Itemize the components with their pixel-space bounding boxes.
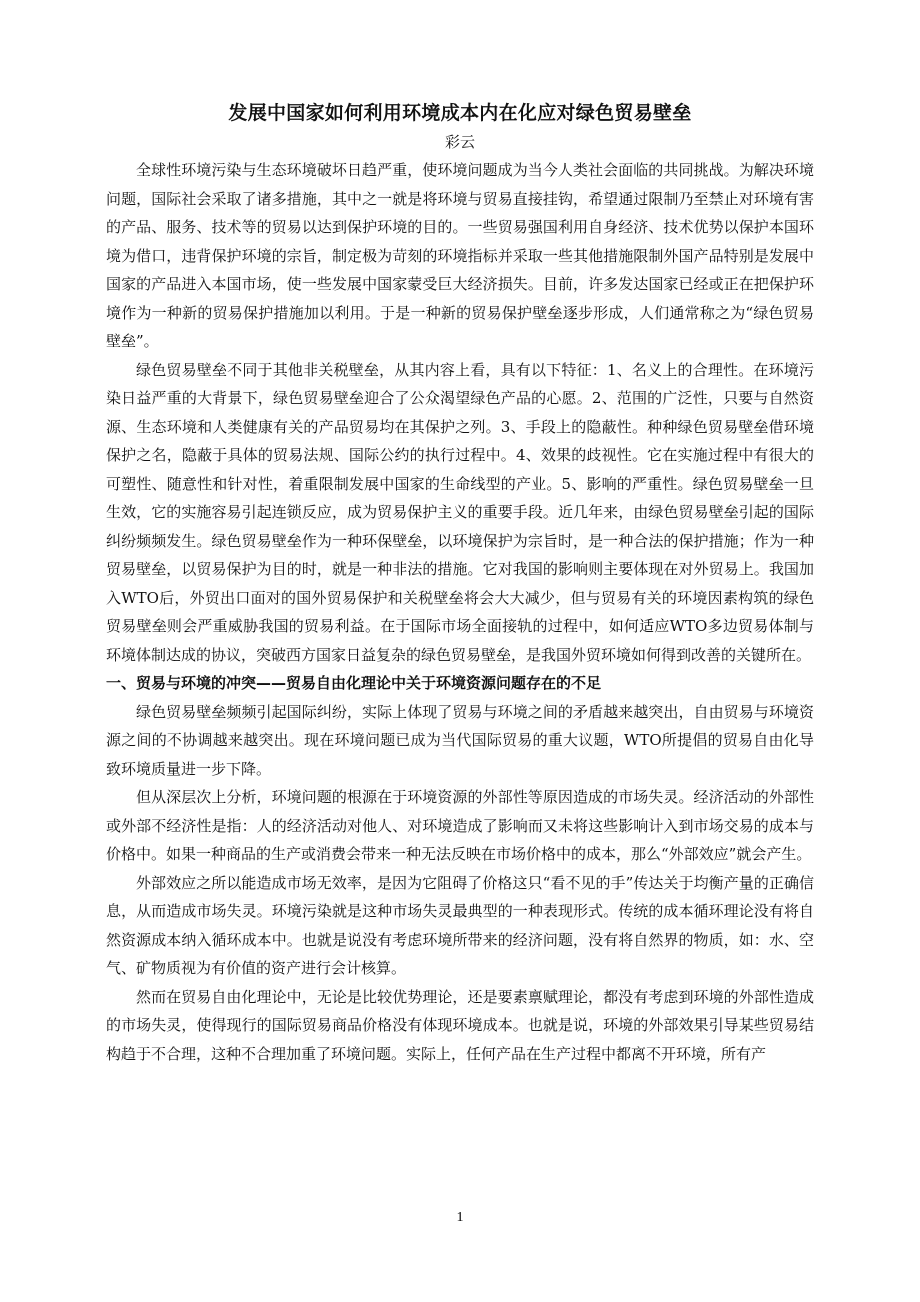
intro-paragraph-1: 全球性环境污染与生态环境破坏日趋严重，使环境问题成为当今人类社会面临的共同挑战。为解决环境问题，国际社会采取了诸多措施，其中之一就是将环境与贸易直接挂钩，希望通过限制乃至禁止对环境有害的产品、服务、技术等的贸易以达到保护环境的目的。一些贸易强国利用自身经济、技术优势以保护本国环境为借口，违背保护环境的宗旨，制定极为苛刻的环境指标并采取一些其他措施限制外国产品特别是发展中国家的产品进入本国市场，使一些发展中国家蒙受巨大经济损失。目前，许多发达国家已经或正在把保护环境作为一种新的贸易保护措施加以利用。于是一种新的贸易保护壁垒逐步形成，人们通常称之为“绿色贸易壁垒”。: [106, 161, 814, 350]
section-heading-1: 一、贸易与环境的冲突——贸易自由化理论中关于环境资源问题存在的不足: [106, 674, 602, 692]
section-1-paragraph-1: 绿色贸易壁垒频频引起国际纠纷，实际上体现了贸易与环境之间的矛盾越来越突出，自由贸易与环境资源之间的不协调越来越突出。现在环境问题已成为当代国际贸易的重大议题，WTO所提倡的贸易自由化导致环境质量进一步下降。: [106, 702, 814, 778]
page-number: 1: [456, 1210, 464, 1225]
section-1-paragraph-4: 然而在贸易自由化理论中，无论是比较优势理论，还是要素禀赋理论，都没有考虑到环境的外部性造成的市场失灵，使得现行的国际贸易商品价格没有体现环境成本。也就是说，环境的外部效果引导某些贸易结构趋于不合理，这种不合理加重了环境问题。实际上，任何产品在生产过程中都离不开环境，所有产: [106, 987, 814, 1063]
section-1-paragraph-3: 外部效应之所以能造成市场无效率，是因为它阻碍了价格这只“看不见的手”传达关于均衡产量的正确信息，从而造成市场失灵。环境污染就是这种市场失灵最典型的一种表现形式。传统的成本循环理论没有将自然资源成本纳入循环成本中。也就是说没有考虑环境所带来的经济问题，没有将自然界的物质，如：水、空气、矿物质视为有价值的资产进行会计核算。: [106, 873, 814, 977]
section-1-paragraph-2: 但从深层次上分析，环境问题的根源在于环境资源的外部性等原因造成的市场失灵。经济活动的外部性或外部不经济性是指：人的经济活动对他人、对环境造成了影响而又未将这些影响计入到市场交易的成本与价格中。如果一种商品的生产或消费会带来一种无法反映在市场价格中的成本，那么“外部效应”就会产生。: [106, 788, 814, 863]
document-title: 发展中国家如何利用环境成本内在化应对绿色贸易壁垒: [228, 102, 692, 124]
author-name: 彩云: [444, 133, 475, 151]
intro-paragraph-2: 绿色贸易壁垒不同于其他非关税壁垒，从其内容上看，具有以下特征：1、名义上的合理性。在环境污染日益严重的大背景下，绿色贸易壁垒迎合了公众渴望绿色产品的心愿。2、范围的广泛性，只要与自然资源、生态环境和人类健康有关的产品贸易均在其保护之列。3、手段上的隐蔽性。种种绿色贸易壁垒借环境保护之名，隐蔽于具体的贸易法规、国际公约的执行过程中。4、效果的歧视性。它在实施过程中有很大的可塑性、随意性和针对性，着重限制发展中国家的生命线型的产业。5、影响的严重性。绿色贸易壁垒一旦生效，它的实施容易引起连锁反应，成为贸易保护主义的重要手段。近几年来，由绿色贸易壁垒引起的国际纠纷频频发生。绿色贸易壁垒作为一种环保壁垒，以环境保护为宗旨时，是一种合法的保护措施；作为一种贸易壁垒，以贸易保护为目的时，就是一种非法的措施。它对我国的影响则主要体现在对外贸易上。我国加入WTO后，外贸出口面对的国外贸易保护和关税壁垒将会大大减少，但与贸易有关的环境因素构筑的绿色贸易壁垒则会严重威胁我国的贸易利益。在于国际市场全面接轨的过程中，如何适应WTO多边贸易体制与环境体制达成的协议，突破西方国家日益复杂的绿色贸易壁垒，是我国外贸环境如何得到改善的关键所在。: [106, 360, 814, 664]
